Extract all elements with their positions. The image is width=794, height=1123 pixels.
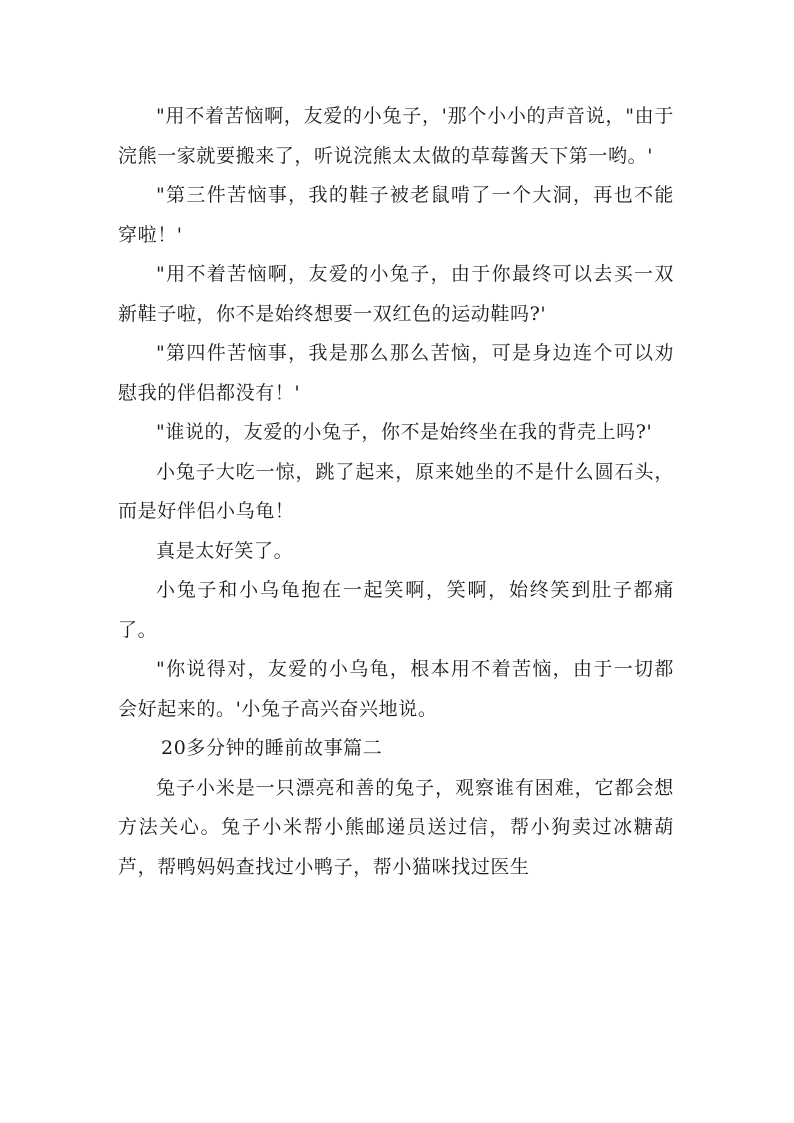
paragraph: "用不着苦恼啊，友爱的小兔子，'那个小小的声音说，"由于浣熊一家就要搬来了，听说浣熊太太做的草莓酱天下第一哟。' bbox=[118, 105, 674, 167]
document-body bbox=[118, 97, 674, 887]
paragraph: 小兔子和小乌龟抱在一起笑啊，笑啊，始终笑到肚子都痛了。 bbox=[118, 579, 674, 641]
paragraph: 真是太好笑了。 bbox=[156, 539, 294, 562]
paragraph: "谁说的，友爱的小兔子，你不是始终坐在我的背壳上吗?' bbox=[156, 421, 653, 443]
section-heading: 20多分钟的睡前故事篇二 bbox=[161, 737, 383, 759]
paragraph: 小兔子大吃一惊，跳了起来，原来她坐的不是什么圆石头，而是好伴侣小乌龟！ bbox=[118, 460, 674, 522]
paragraph: "第三件苦恼事，我的鞋子被老鼠啃了一个大洞，再也不能穿啦！' bbox=[118, 184, 674, 246]
paragraph: 兔子小米是一只漂亮和善的兔子，观察谁有困难，它都会想方法关心。兔子小米帮小熊邮递员送过信，帮小狗卖过冰糖葫芦，帮鸭妈妈查找过小鸭子，帮小猫咪找过医生 bbox=[118, 776, 674, 878]
paragraph: "第四件苦恼事，我是那么那么苦恼，可是身边连个可以劝慰我的伴侣都没有！' bbox=[118, 342, 674, 404]
paragraph: "你说得对，友爱的小乌龟，根本用不着苦恼，由于一切都会好起来的。'小兔子高兴奋兴地说。 bbox=[118, 658, 674, 720]
paragraph: "用不着苦恼啊，友爱的小兔子，由于你最终可以去买一双新鞋子啦，你不是始终想要一双红色的运动鞋吗?' bbox=[118, 263, 674, 325]
